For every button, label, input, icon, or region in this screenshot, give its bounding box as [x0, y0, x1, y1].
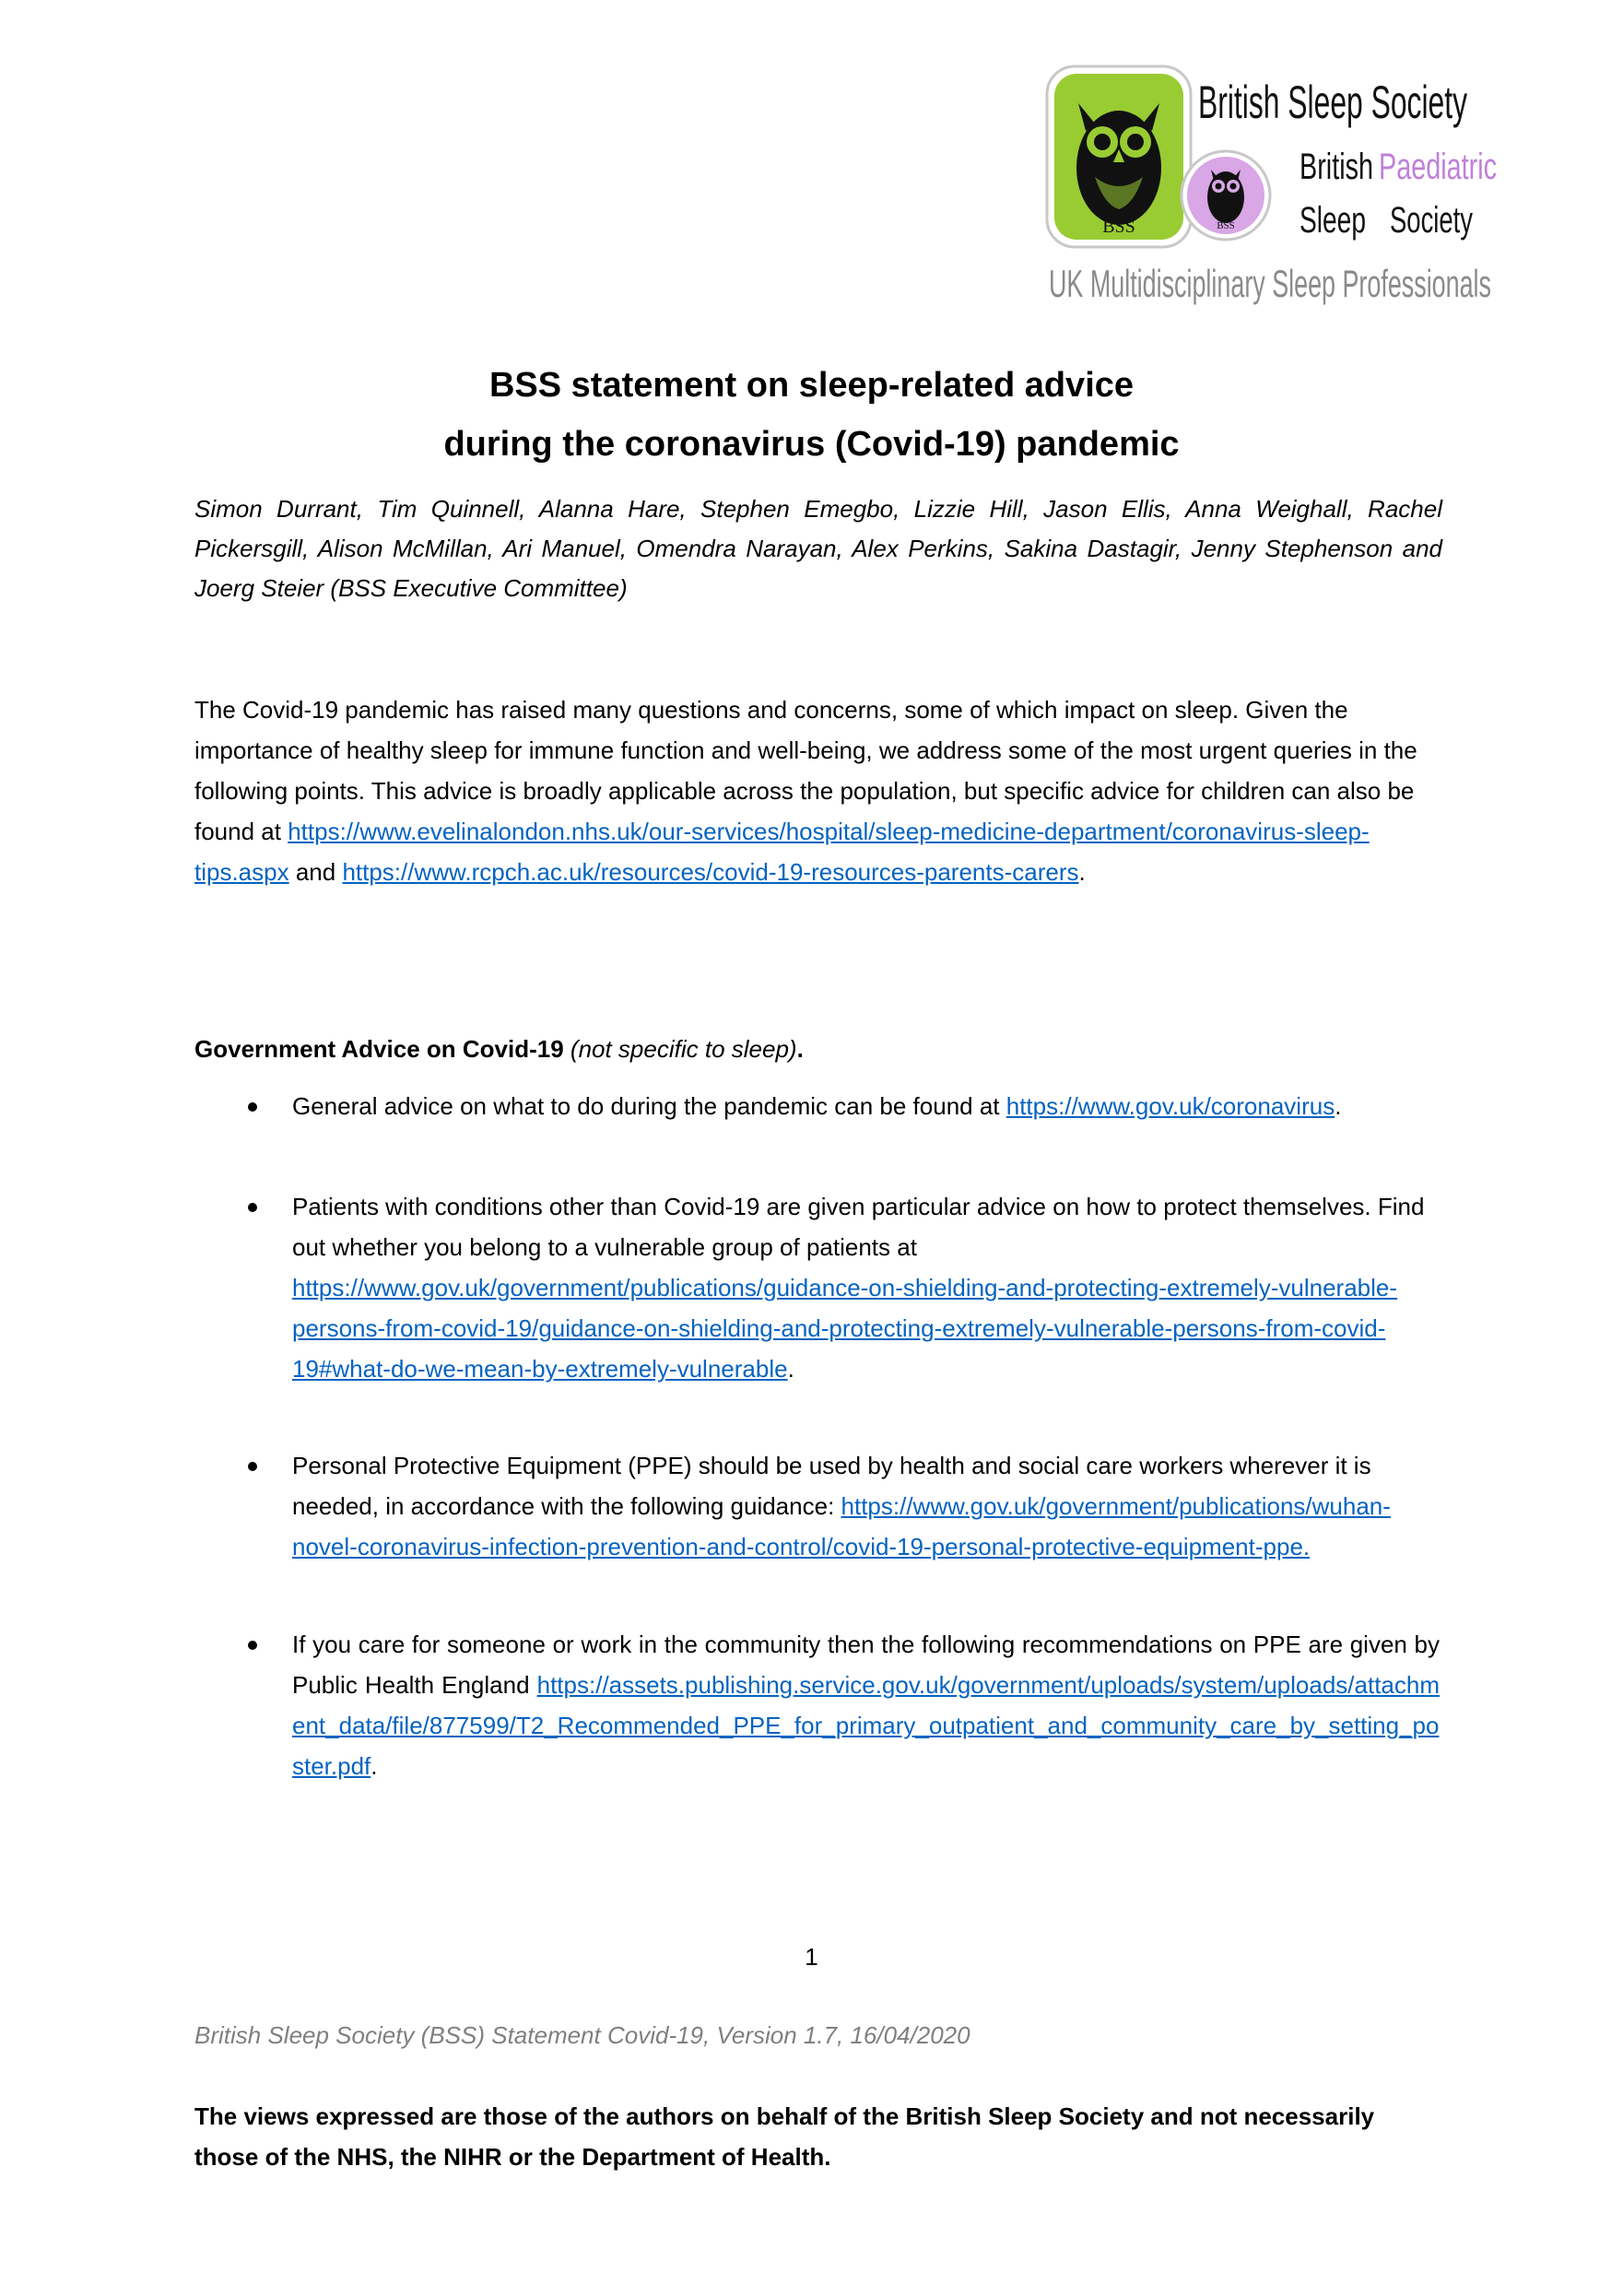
list-item [292, 1186, 1440, 1389]
section-heading [194, 1029, 1442, 1069]
section-heading-end: . [796, 1035, 804, 1063]
list-item-text: Patients with conditions other than Covid-19 are given particular advice on how to protect themselves. Find out whether you belong to a vulnerable group of patients at [292, 1193, 1425, 1261]
list-item [292, 1445, 1440, 1567]
logo-main-text: British Sleep Society [1198, 77, 1467, 128]
bullet-icon [248, 1462, 257, 1471]
bullet-icon [248, 1641, 257, 1650]
list-item [292, 1624, 1440, 1786]
section-heading-text: Government Advice on Covid-19 [194, 1035, 570, 1063]
phe-ppe-poster-link[interactable]: https://assets.publishing.service.gov.uk/government/uploads/system/uploads/attachment_data/file/877599/T2_Recommended_PPE_for_primary_outpatient_and_community_care_by_setting_poster.pdf [292, 1671, 1440, 1780]
logo-tagline: UK Multidisciplinary Sleep Professionals [1049, 262, 1491, 305]
title-line-2: during the coronavirus (Covid-19) pandemic [443, 425, 1180, 464]
logo-paed-society: Society [1390, 200, 1473, 241]
ppe-guidance-link[interactable]: https://www.gov.uk/government/publications/wuhan-novel-coronavirus-infection-prevention-and-control/covid-19-personal-protective-equipment-ppe. [292, 1492, 1391, 1560]
list-item-end: . [370, 1752, 378, 1780]
bullet-icon [248, 1102, 257, 1112]
list-item-end: . [787, 1355, 794, 1383]
bullet-icon [248, 1203, 257, 1212]
list-item-text: If you care for someone or work in the community then the following recommendations on PPE are given by Public Health England [292, 1631, 1440, 1699]
gov-coronavirus-link[interactable]: https://www.gov.uk/coronavirus [1006, 1092, 1335, 1120]
document-footer: British Sleep Society (BSS) Statement Covid-19, Version 1.7, 16/04/2020 [194, 2021, 970, 2049]
intro-text: The Covid-19 pandemic has raised many questions and concerns, some of which impact on sleep. Given the importance of healthy sleep for immune function and well-being, we address some of the most urgent queries in the following points. This advice is broadly applicable across the population, but specific advice for children can also be found at [194, 696, 1417, 845]
intro-paragraph [194, 689, 1442, 892]
logo-paed-badge-text: BSS [1217, 220, 1235, 231]
list-item-text: Personal Protective Equipment (PPE) should be used by health and social care workers wherever it is needed, in accordance with the following guidance: [292, 1452, 1371, 1520]
shielding-guidance-link[interactable]: https://www.gov.uk/government/publications/guidance-on-shielding-and-protecting-extremely-vulnerable-persons-from-covid-19/guidance-on-shielding-and-protecting-extremely-vulnerable-persons-from-covid-19#what-do-we-mean-by-extremely-vulnerable [292, 1274, 1398, 1383]
bss-logo [1041, 57, 1502, 315]
logo-paed-paediatric: Paediatric [1379, 147, 1497, 187]
intro-end: . [1078, 858, 1086, 886]
document-title [0, 356, 1623, 474]
section-heading-note: (not specific to sleep) [570, 1035, 797, 1063]
list-item-end: . [1335, 1092, 1342, 1120]
rcpch-resources-link[interactable]: https://www.rcpch.ac.uk/resources/covid-19-resources-parents-carers [342, 858, 1079, 886]
owl-icon [1076, 103, 1161, 225]
bss-logo-graphic [1041, 57, 1502, 315]
logo-paed-british: British [1300, 147, 1373, 187]
list-item-text: General advice on what to do during the pandemic can be found at [292, 1092, 1006, 1120]
logo-paed-sleep: Sleep [1300, 200, 1366, 241]
logo-badge-text: BSS [1102, 217, 1135, 237]
title-line-1: BSS statement on sleep-related advice [488, 366, 1135, 405]
author-list: Simon Durrant, Tim Quinnell, Alanna Hare, Stephen Emegbo, Lizzie Hill, Jason Ellis, Anna Weighall, Rachel Pickersgill, Alison McMillan, Ari Manuel, Omendra Narayan, Alex Perkins, Sakina Dastagir, Jenny Stephenson and Joerg Steier (BSS Executive Committee) [194, 495, 1442, 602]
page-number: 1 [805, 1943, 818, 1971]
evelina-sleep-tips-link[interactable]: https://www.evelinalondon.nhs.uk/our-services/hospital/sleep-medicine-department/coronavirus-sleep-tips.aspx [194, 818, 1370, 886]
disclaimer: The views expressed are those of the authors on behalf of the British Sleep Society and not necessarily those of the NHS, the NIHR or the Department of Health. [194, 2102, 1375, 2171]
list-item [292, 1086, 1440, 1126]
intro-and: and [288, 858, 343, 886]
